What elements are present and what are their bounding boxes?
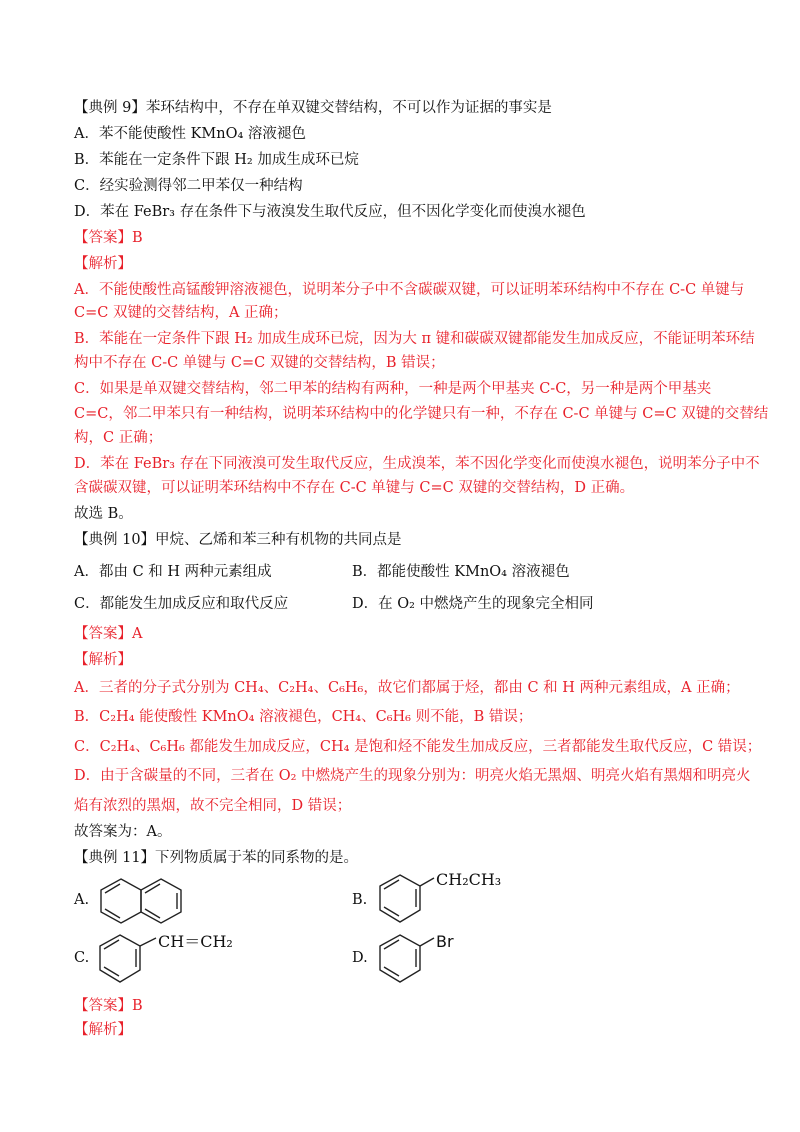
q11-option-b-label: B. <box>352 892 368 908</box>
q9-stem: 【典例 9】苯环结构中，不存在单双键交替结构，不可以作为证据的事实是 <box>74 100 552 116</box>
q9-analysis-line: 含碳碳双键，可以证明苯环结构中不存在 C-C 单键与 C=C 双键的交替结构，D 正确。 <box>74 480 635 496</box>
q9-conclusion: 故选 B。 <box>74 506 133 522</box>
q11-answer: 【答案】B <box>74 998 143 1014</box>
naphthalene-structure <box>96 876 188 926</box>
q11-option-c-label: C. <box>74 950 90 966</box>
q9-analysis-label: 【解析】 <box>74 256 132 272</box>
q10-option-d: D．在 O₂ 中燃烧产生的现象完全相同 <box>352 596 594 612</box>
q9-analysis-line: C．如果是单双键交替结构，邻二甲苯的结构有两种，一种是两个甲基夹 C-C，另一种是两个甲基夹 <box>74 381 712 397</box>
q11-stem: 【典例 11】下列物质属于苯的同系物的是。 <box>74 850 359 866</box>
q10-analysis-line: 焰有浓烈的黑烟，故不完全相同，D 错误； <box>74 798 352 814</box>
q10-option-a: A．都由 C 和 H 两种元素组成 <box>74 564 272 580</box>
q11-option-d-label: D. <box>352 950 368 966</box>
q10-analysis-line: B．C₂H₄ 能使酸性 KMnO₄ 溶液褪色，CH₄、C₆H₆ 则不能，B 错误； <box>74 709 533 725</box>
q10-analysis-label: 【解析】 <box>74 652 132 668</box>
ethylbenzene-ring <box>376 872 436 928</box>
q10-stem: 【典例 10】甲烷、乙烯和苯三种有机物的共同点是 <box>74 532 402 548</box>
q9-option-c: C．经实验测得邻二甲苯仅一种结构 <box>74 178 303 194</box>
q10-analysis-line: C．C₂H₄、C₆H₆ 都能发生加成反应，CH₄ 是饱和烃不能发生加成反应，三者都能发生取代反应，C 错误； <box>74 739 762 755</box>
q11-analysis-label: 【解析】 <box>74 1022 132 1038</box>
q10-conclusion: 故答案为：A。 <box>74 824 172 840</box>
ethyl-group-label: CH₂CH₃ <box>436 870 502 889</box>
vinyl-group-label: CH＝CH₂ <box>158 932 233 951</box>
bromobenzene-ring <box>376 930 438 988</box>
q11-option-a-label: A. <box>74 892 90 908</box>
q9-option-b: B．苯能在一定条件下跟 H₂ 加成生成环已烷 <box>74 152 359 168</box>
styrene-ring <box>96 930 158 988</box>
q9-analysis-line: A．不能使酸性高锰酸钾溶液褪色，说明苯分子中不含碳碳双键，可以证明苯环结构中不存在 C-C 单键与 <box>74 282 745 298</box>
q9-analysis-line: 构中不存在 C-C 单键与 C=C 双键的交替结构，B 错误； <box>74 355 445 371</box>
q10-option-c: C．都能发生加成反应和取代反应 <box>74 596 289 612</box>
q9-analysis-line: D．苯在 FeBr₃ 存在下同液溴可发生取代反应，生成溴苯，苯不因化学变化而使溴水褪色，说明苯分子中不 <box>74 456 760 472</box>
q9-analysis-line: C=C 双键的交替结构，A 正确； <box>74 305 288 321</box>
q9-answer: 【答案】B <box>74 230 143 246</box>
q9-analysis-line: B．苯能在一定条件下跟 H₂ 加成生成环已烷，因为大 π 键和碳碳双键都能发生加成反应，不能证明苯环结 <box>74 331 755 347</box>
q10-analysis-line: D．由于含碳量的不同，三者在 O₂ 中燃烧产生的现象分别为：明亮火焰无黑烟、明亮火焰有黑烟和明亮火 <box>74 768 751 784</box>
q9-option-d: D．苯在 FeBr₃ 存在条件下与液溴发生取代反应，但不因化学变化而使溴水褪色 <box>74 204 586 220</box>
q9-option-a: A．苯不能使酸性 KMnO₄ 溶液褪色 <box>74 126 306 142</box>
q10-answer: 【答案】A <box>74 626 143 642</box>
q9-analysis-line: C=C，邻二甲苯只有一种结构，说明苯环结构中的化学键只有一种，不存在 C-C 单键与 C=C 双键的交替结 <box>74 406 769 422</box>
q9-analysis-line: 构，C 正确； <box>74 430 163 446</box>
bromo-group-label: Br <box>436 932 454 951</box>
q10-analysis-line: A．三者的分子式分别为 CH₄、C₂H₄、C₆H₆，故它们都属于烃，都由 C 和 H 两种元素组成，A 正确； <box>74 680 740 696</box>
q10-option-b: B．都能使酸性 KMnO₄ 溶液褪色 <box>352 564 570 580</box>
